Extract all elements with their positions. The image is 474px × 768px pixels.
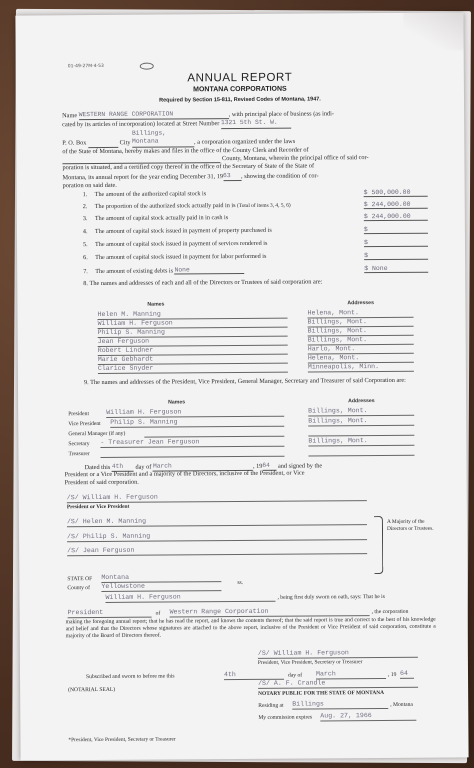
officers-addresses-header: Addresses [348, 398, 375, 405]
officer-label: General Manager (if any) [68, 430, 126, 438]
officer-address: Billings, Mont. [308, 417, 414, 427]
officer-name [100, 448, 284, 458]
corp-suffix: , the corporation [371, 608, 409, 616]
notary-year-prefix: , 19 [387, 671, 397, 678]
state-value: Montana [101, 573, 221, 583]
officer-label: Vice President [68, 420, 101, 428]
dated-year: 64 [262, 462, 276, 472]
item-6: 6. The amount of capital stock issued in payment for labor performed is $ [83, 252, 428, 261]
officer-address [308, 427, 414, 437]
officer-name: Philip S. Manning [110, 418, 284, 428]
notary-year: 64 [400, 670, 414, 679]
intro-paragraph: Name WESTERN RANGE CORPORATION , with principal place of business (as indi- cated by its articles of incorporation) located at Street Number 1321 5th St. W. P. O. Box City Billings, Montana , a corporation organized under the laws of the State of Montana, hereby makes and files in the office of the County Clerk and Recorder of County, Montana, wherein the principal office of said cor- poration is situated, and a certified copy thereof in the office of the Secretary of State of the State of Montana, its annual report for the year ending December 31, 1963 , showing the condition of cor- poration on said date. [62, 110, 369, 190]
director-address: Helena, Mont. [307, 309, 413, 319]
affidavit-corporation: Western Range Corporation [170, 607, 370, 617]
director-address: Minneapolis, Minn. [308, 363, 414, 373]
director-name: Jean Ferguson [98, 337, 288, 347]
officer-address [308, 447, 414, 457]
director-address: Billings, Mont. [308, 327, 414, 337]
director-name: Robert Lindner [98, 346, 288, 356]
footnote: *President, Vice President, Secretary or Treasurer [68, 736, 176, 744]
notary-day: 4th [224, 671, 284, 680]
statute-reference: Required by Section 15-811, Revised Codes of Montana, 1947. [159, 96, 321, 104]
expires-value: Aug. 27, 1966 [320, 712, 416, 722]
item-6-amount: $ [364, 252, 428, 260]
county-value: Yellowstone [101, 582, 221, 592]
affiant-name: William H. Ferguson [105, 593, 275, 603]
officer-name [144, 428, 284, 438]
expires-label: My commission expires [258, 714, 313, 721]
president-signature: /S/ William H. Ferguson [67, 492, 367, 503]
street-address: 1321 5th St. W. [221, 119, 291, 129]
director-address: Helena, Mont. [308, 354, 414, 364]
director-signature: /S/ Jean Ferguson [67, 545, 367, 556]
officers-names-header: Names [168, 399, 186, 406]
officer-label: Secretary [68, 441, 90, 448]
officer-address: Billings, Mont. [308, 437, 414, 447]
officer-name: William H. Ferguson [106, 408, 284, 418]
annual-report-page [15, 12, 468, 760]
dated-month: March [153, 462, 253, 472]
director-name: William H. Ferguson [98, 319, 288, 329]
dated-continuation: President or a Vice President and a majority of the Directors, inclusive of the President, or Vice President of said corporation. [64, 469, 305, 487]
item-1-amount: $ 500,000.00 [364, 189, 428, 197]
item-8-text: 8. The names and addresses of each and all of the Directors or Trustees of said corporation are: [83, 278, 323, 288]
item-1: 1. The amount of the authorized capital stock is $ 500,000.00 [83, 189, 428, 198]
affidavit-signature-caption: President, Vice President, Secretary or Treasurer [257, 659, 363, 666]
existing-debts-value: None [175, 266, 245, 274]
director-address: Billings, Mont. [308, 318, 414, 328]
county-label: County of [67, 585, 90, 592]
printer-mark-icon [140, 63, 154, 70]
majority-brace [374, 516, 383, 574]
notarial-seal: (NOTARIAL SEAL) [68, 686, 116, 694]
affidavit-body: making the foregoing annual report; that he has read the report, and knows the contents thereof; that the said report is true and correct to the best of his knowledge and belief and that the Directors whose signatures are attached to the above report, inclusive of the President or Vice President of said corporation, constitute a majority of the Board of Directors thereof. [65, 616, 436, 640]
dated-paragraph: Dated this 4th day of March , 1964 and signed by the [84, 461, 323, 472]
item-5-amount: $ [364, 239, 428, 247]
ss-mark: ss. [237, 579, 244, 587]
president-signature-caption: President or Vice President [66, 503, 130, 511]
item-2-amount: $ 244,000.00 [364, 201, 428, 209]
residing-suffix: , Montana [390, 701, 413, 708]
residing-value: Billings [292, 700, 388, 710]
report-year: 63 [223, 172, 241, 182]
notary-day-of: day of [287, 672, 303, 679]
form-number: 01-49-27M-4-53 [67, 63, 104, 70]
item-3-amount: $ 244,000.00 [364, 213, 428, 221]
affidavit-signature: /S/ William H. Ferguson [258, 649, 418, 659]
item-4-amount: $ [364, 226, 428, 234]
directors-addresses-header: Addresses [347, 300, 374, 307]
notary-month: March [316, 670, 386, 679]
folded-corner [403, 12, 463, 50]
director-address: Billings, Mont. [308, 336, 414, 346]
subscribed-text: Subscribed and sworn to before me this [86, 673, 175, 681]
item-2: 2. The proportion of the authorized stock actually paid in is (Total of items 3, 4, 5, 6) $ 244,000.00 [83, 201, 428, 210]
corporation-name: WESTERN RANGE CORPORATION [79, 110, 229, 120]
director-signature: /S/ Philip S. Manning [67, 531, 367, 542]
state-label: STATE OF [67, 576, 93, 583]
director-name: Helen M. Manning [97, 310, 287, 320]
item-7: 7. The amount of existing debts is None $ None [83, 265, 428, 275]
director-name: Clarice Snyder [98, 364, 288, 374]
director-name: Marie Gebhardt [98, 355, 288, 365]
item-9-text: 9. The names and addresses of the President, Vice President, General Manager, Secretary and Treasurer of said Corporation are: [83, 376, 406, 387]
officer-address: Billings, Mont. [308, 407, 414, 417]
sworn-text: , being first duly sworn on oath, says: That he is [277, 594, 385, 601]
dated-day: 4th [112, 463, 134, 473]
report-title: ANNUAL REPORT [187, 71, 293, 85]
notary-signature: /S/ A. F. Crandle [258, 679, 418, 689]
director-name: Philip S. Manning [98, 328, 288, 338]
directors-names-header: Names [147, 301, 165, 308]
majority-note: A Majority of the Directors or Trustees. [386, 518, 434, 532]
residing-label: Residing at [258, 702, 284, 709]
director-signature: /S/ Helen M. Manning [67, 516, 367, 527]
officer-label: Treasurer [68, 451, 90, 458]
officer-label: President [68, 411, 90, 418]
affiant-position: President [68, 609, 152, 619]
item-3: 3. The amount of capital stock actually paid in in cash is $ 244,000.00 [83, 213, 428, 222]
director-address: Harlo, Mont. [308, 345, 414, 355]
item-5: 5. The amount of capital stock issued in payment of services rendered is $ [83, 239, 428, 248]
city-value: Billings, Montana [132, 129, 194, 147]
po-box-field [88, 139, 118, 147]
item-4: 4. The amount of capital stock issued in payment of property purchased is $ [83, 226, 428, 235]
item-7-amount: $ None [364, 265, 428, 273]
officer-name: - Treasurer Jean Ferguson [100, 438, 284, 448]
report-subtitle: MONTANA CORPORATIONS [193, 85, 287, 94]
notary-title: NOTARY PUBLIC FOR THE STATE OF MONTANA [258, 690, 385, 697]
of-label: of [155, 610, 161, 617]
